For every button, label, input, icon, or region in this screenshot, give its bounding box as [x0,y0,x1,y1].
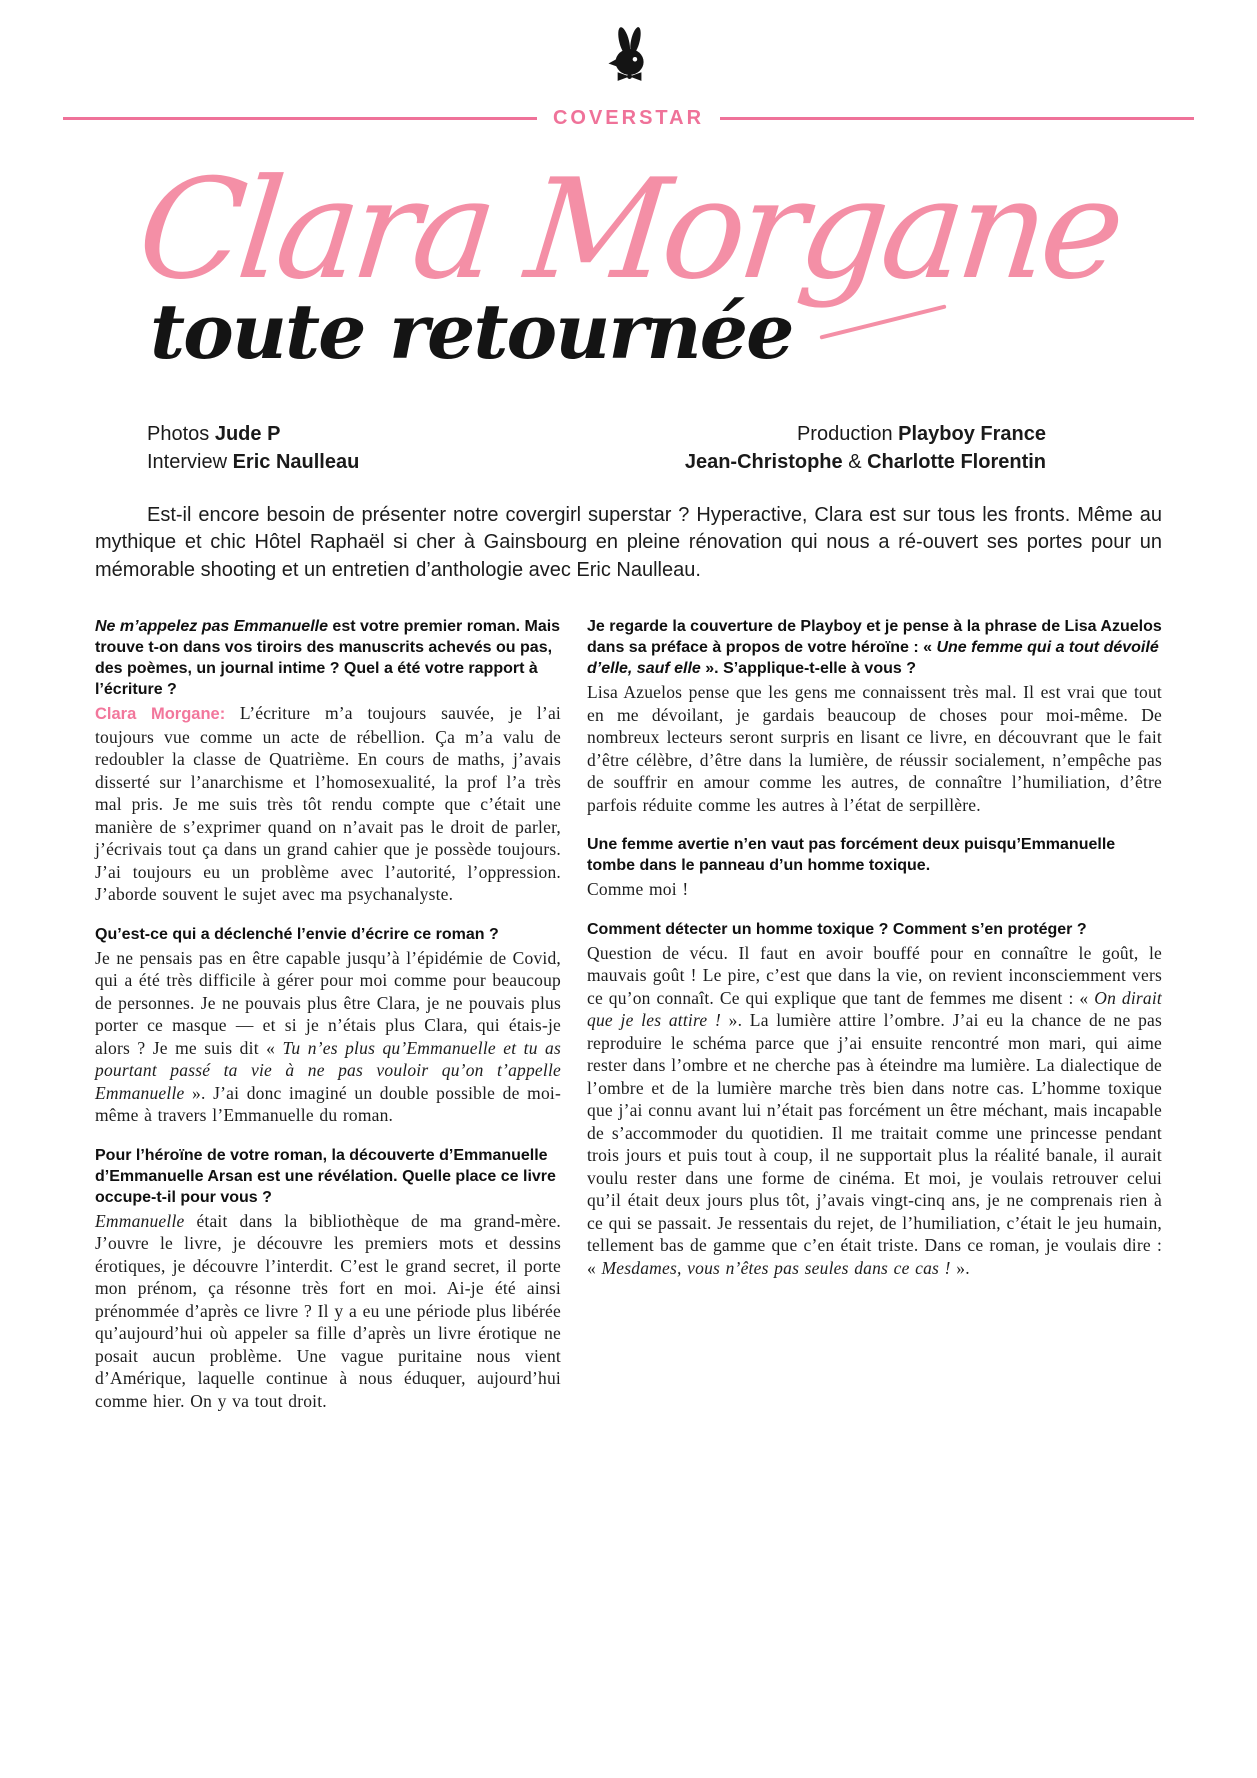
credit-producers [685,448,1046,476]
right-column [587,616,1162,1412]
text-segment: Ne m’appelez pas Emmanuelle [95,618,328,635]
playboy-bunny-icon [602,26,656,91]
text-segment: Je regarde la couverture de Playboy et je pense à la phrase de Lisa Azuelos dans sa préface à propos de votre héroïne : « [587,618,1162,656]
photos-label: Photos [147,422,210,445]
kicker: COVERSTAR [552,107,705,129]
credit-photos [147,420,359,448]
producer-1: Jean-Christophe [684,450,843,473]
interview-answer [95,1210,561,1413]
page-title: Clara Morgane [131,149,1126,310]
text-segment: était dans la bibliothèque de ma grand-mère. J’ouvre le livre, je découvre les premiers mots et dessins érotiques, je découvre l’interdit. C’est le grand secret, il porte mon prénom, ça résonne très fort en moi. Ai-je été ainsi prénommée d’après ce livre ? Il y a eu une période plus libérée qu’aujourd’hui où appeler sa fille d’après un livre érotique ne posait aucun problème. Une vague puritaine nous vient d’Amérique, laquelle continue à nous éduquer, aujourd’hui comme hier. On y va tout droit. [95,1210,561,1411]
production-label: Production [796,422,893,445]
interview-question [95,1145,561,1208]
interview-label: Interview [147,450,228,473]
text-segment: On dirait que je les attire ! [587,987,1162,1030]
interview-answer [587,681,1162,816]
text-segment: ». [950,1257,970,1278]
photos-name: Jude P [214,422,281,445]
text-segment: Comme moi ! [587,879,689,899]
text-segment: Une femme avertie n’en vaut pas forcément deux puisqu’Emmanuelle tombe dans le panneau d’un homme toxique. [587,836,1116,874]
interview-answer [587,942,1162,1280]
credits-left [95,420,359,476]
kicker-rule-left [63,117,537,120]
text-segment: ». J’ai donc imaginé un double possible de moi-même à travers l’Emmanuelle du roman. [95,1082,561,1125]
interview-answer [95,947,561,1127]
text-segment: Pour l’héroïne de votre roman, la découverte d’Emmanuelle d’Emmanuelle Arsan est une révélation. Quelle place ce livre occupe-t-il pour vous ? [95,1146,556,1206]
text-segment: Lisa Azuelos pense que les gens me connaissent très mal. Il est vrai que tout en me dévoilant, je gardais beaucoup de choses pour moi-même. De nombreux lecteurs seront surpris en lisant ce livre, en découvrant que le fait d’être célèbre, d’être dans la lumière, de réussir socialement, n’empêche pas de souffrir en amour comme les autres, de connaître l’humiliation, d’être parfois réduite comme les autres à l’état de serpillère. [587,682,1162,815]
interview-question [587,834,1162,876]
text-segment: Qu’est-ce qui a déclenché l’envie d’écrire ce roman ? [95,925,499,943]
text-segment: L’écriture m’a toujours sauvée, je l’ai toujours vue comme un acte de rébellion. Ça m’a valu de redoubler la classe de Quatrième. En cours de maths, j’avais disserté sur l’anarchisme et l’homosexualité, la prof l’a très mal pris. Je me suis très tôt rendu compte que c’était une manière de s’exprimer quand on n’avait pas le droit de parler, j’écrivais tout ça dans un grand cahier que je possède toujours. J’ai toujours eu un problème avec l’autorité, l’oppression. J’aborde souvent le sujet avec ma psychanalyste. [95,703,561,904]
credits-row [95,420,1162,476]
interview-question [95,616,561,700]
kicker-rule-right [720,117,1194,120]
interview-question [587,616,1162,679]
interview-name: Eric Naulleau [232,450,360,473]
interview-answer [95,702,561,906]
text-segment: ». S’applique-t-elle à vous ? [700,660,916,677]
interview-question [587,919,1162,940]
interview-question [95,924,561,945]
text-segment: Emmanuelle [95,1210,185,1231]
kicker-row [63,107,1194,130]
credit-production [685,420,1046,448]
credits-right [685,420,1162,476]
logo-wrap [95,0,1162,91]
interview-answer [587,878,1162,901]
left-column [95,616,561,1412]
credit-interview [147,448,359,476]
page-subtitle: toute retournée [150,286,793,376]
text-segment: Question de vécu. Il faut en avoir bouffé pour en connaître le goût, le mauvais goût ! Le pire, c’est que dans la vie, on revient inconsciemment vers ce qu’on connaît. Ce qui explique que tant de femmes me disent : « [587,942,1162,1008]
producer-2: Charlotte Florentin [867,450,1046,473]
text-segment: Tu n’es plus qu’Emmanuelle et tu as pourtant passé ta vie à ne pas vouloir qu’on t’appelle Emmanuelle [95,1037,561,1103]
speaker-label: Clara Morgane: [95,705,240,723]
text-segment: Comment détecter un homme toxique ? Comment s’en protéger ? [587,920,1087,938]
article-columns [95,616,1162,1412]
intro-paragraph: Est-il encore besoin de présenter notre covergirl superstar ? Hyperactive, Clara est sur tous les fronts. Même au mythique et chic Hôtel Raphaël si cher à Gainsbourg en pleine rénovation qui nous a ré-ouvert ses portes pour un mémorable shooting et un entretien d’anthologie avec Eric Naulleau. [95,503,1162,581]
text-segment: est votre premier roman. Mais trouve t-on dans vos tiroirs des manuscrits achevés ou pas, des poèmes, un journal intime ? Quel a été votre rapport à l’écriture ? [95,618,561,698]
text-segment: ». La lumière attire l’ombre. J’ai eu la chance de ne pas reproduire le schéma parce que j’ai ensuite rencontré mon mari, qui aime rester dans l’ombre et ne cherche pas à éteindre ma lumière. La dialectique de l’ombre et de la lumière marche très bien dans notre cas. L’homme toxique que j’ai connu avant lui n’était pas forcément un être méchant, mais incapable de s’accommoder du quotidien. Il me traitait comme une princesse pendant trois jours et puis tout à coup, il ne supportait plus la réalité banale, il aurait voulu rester dans une forme de cinéma. Et moi, je voulais retrouver celui qu’il était deux jours plus tôt, j’avais vingt-cinq ans, je ne comprenais rien à ce qui se passait. Je ressentais du rejet, de l’humiliation, c’était le jeu humain, tellement bas de gamme que c’en était triste. Dans ce roman, je voulais dire : « [587,1010,1162,1278]
ampersand: & [848,450,862,473]
production-name: Playboy France [898,422,1046,445]
text-segment: Je ne pensais pas en être capable jusqu’à l’épidémie de Covid, qui a été très difficile à gérer pour moi comme pour beaucoup de personnes. Je ne pouvais plus être Clara, je ne pouvais plus porter ce masque — et si je n’étais plus Clara, qui étais-je alors ? Je me suis dit « [95,947,561,1058]
text-segment: Mesdames, vous n’êtes pas seules dans ce cas ! [601,1257,951,1278]
text-segment: Une femme qui a tout dévoilé d’elle, sauf elle [587,639,1159,677]
